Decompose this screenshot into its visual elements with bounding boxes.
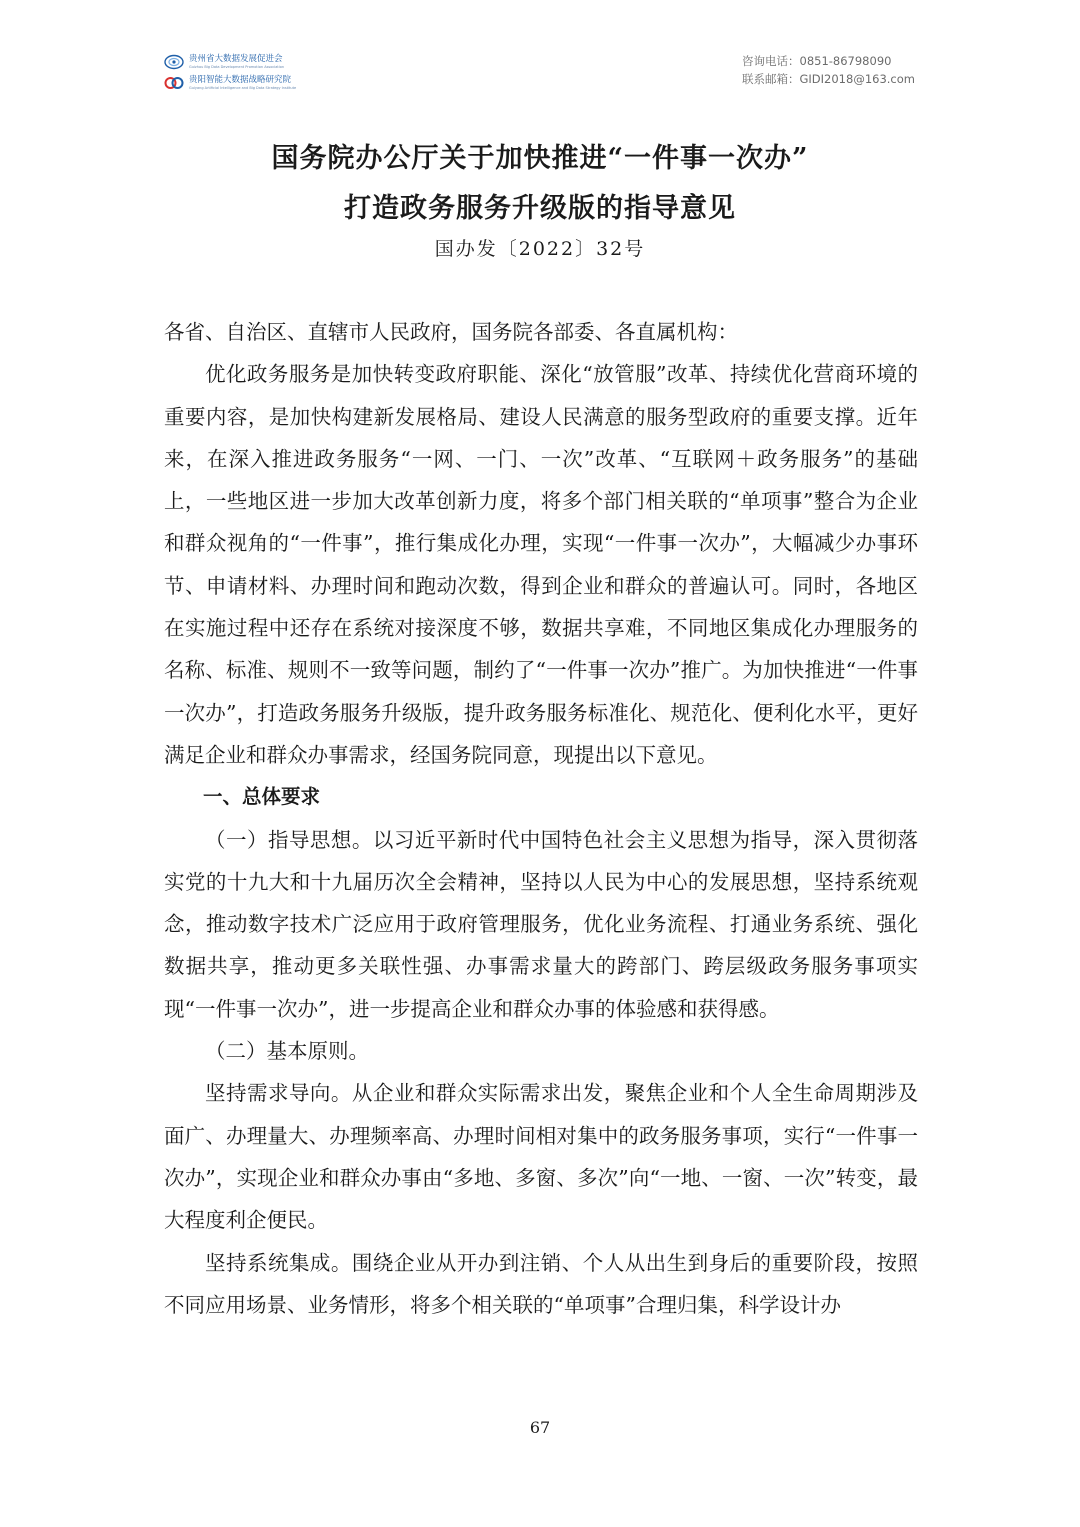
org1-emblem-icon [164, 54, 184, 70]
contact-email: 联系邮箱：GIDI2018@163.com [742, 72, 915, 86]
page-number: 67 [529, 1418, 551, 1437]
page-header [0, 0, 1080, 100]
document-title-line-2: 打造政务服务升级版的指导意见 [344, 193, 736, 224]
salutation: 各省、自治区、直辖市人民政府，国务院各部委、各直属机构： [164, 320, 738, 344]
body-paragraph: 优化政务服务是加快转变政府职能、深化“放管服”改革、持续优化营商环境的重要内容，是加快构建新发展格局、建设人民满意的服务型政府的重要支撑。近年来，在深入推进政务服务“一网、一门、一次”改革、“互联网＋政务服务”的基础上，一些地区进一步加大改革创新力度，将多个部门相关联的“单项事”整合为企业和群众视角的“一件事”，推行集成化办理，实现“一件事一次办”，大幅减少办事环节、申请材料、办理时间和跑动次数，得到企业和群众的普遍认可。同时，各地区在实施过程中还存在系统对接深度不够，数据共享难，不同地区集成化办理服务的名称、标准、规则不一致等问题，制约了“一件事一次办”推广。为加快推进“一件事一次办”，打造政务服务升级版，提升政务服务标准化、规范化、便利化水平，更好满足企业和群众办事需求，经国务院同意，现提出以下意见。 [164, 362, 918, 767]
org2-name-en: Guiyang Artificial Intelligence and Big Data Strategy Institute [189, 85, 297, 90]
document-body [164, 311, 918, 1326]
body-paragraph: 坚持需求导向。从企业和群众实际需求出发，聚焦企业和个人全生命周期涉及面广、办理量大、办理频率高、办理时间相对集中的政务服务事项，实行“一件事一次办”，实现企业和群众办事由“多地、多窗、多次”向“一地、一窗、一次”转变，最大程度利企便民。 [164, 1081, 918, 1233]
body-paragraph: 坚持系统集成。围绕企业从开办到注销、个人从出生到身后的重要阶段，按照不同应用场景、业务情形，将多个相关联的“单项事”合理归集，科学设计办 [164, 1250, 918, 1317]
document-number: 国办发〔2022〕32号 [434, 238, 646, 260]
org2-emblem-icon [164, 75, 184, 91]
org1-logo [164, 54, 284, 70]
section-heading: 一、总体要求 [203, 785, 321, 809]
org1-name: 贵州省大数据发展促进会 [189, 54, 283, 64]
body-paragraph: （一）指导思想。以习近平新时代中国特色社会主义思想为指导，深入贯彻落实党的十九大和十九届历次全会精神，坚持以人民为中心的发展思想，坚持系统观念，推动数字技术广泛应用于政府管理服务，优化业务流程、打通业务系统、强化数据共享，推动更多关联性强、办事需求量大的跨部门、跨层级政务服务事项实现“一件事一次办”，进一步提高企业和群众办事的体验感和获得感。 [164, 827, 918, 1021]
document-title-line-1: 国务院办公厅关于加快推进“一件事一次办” [271, 143, 809, 174]
org2-name: 贵阳智能大数据战略研究院 [189, 75, 292, 85]
subsection-heading: （二）基本原则。 [205, 1039, 369, 1064]
org2-logo [164, 75, 296, 91]
contact-phone: 咨询电话：0851-86798090 [742, 54, 892, 68]
org1-name-en: Guizhou Big Data Development Promotion Association [189, 64, 285, 69]
contact-info [742, 52, 915, 88]
